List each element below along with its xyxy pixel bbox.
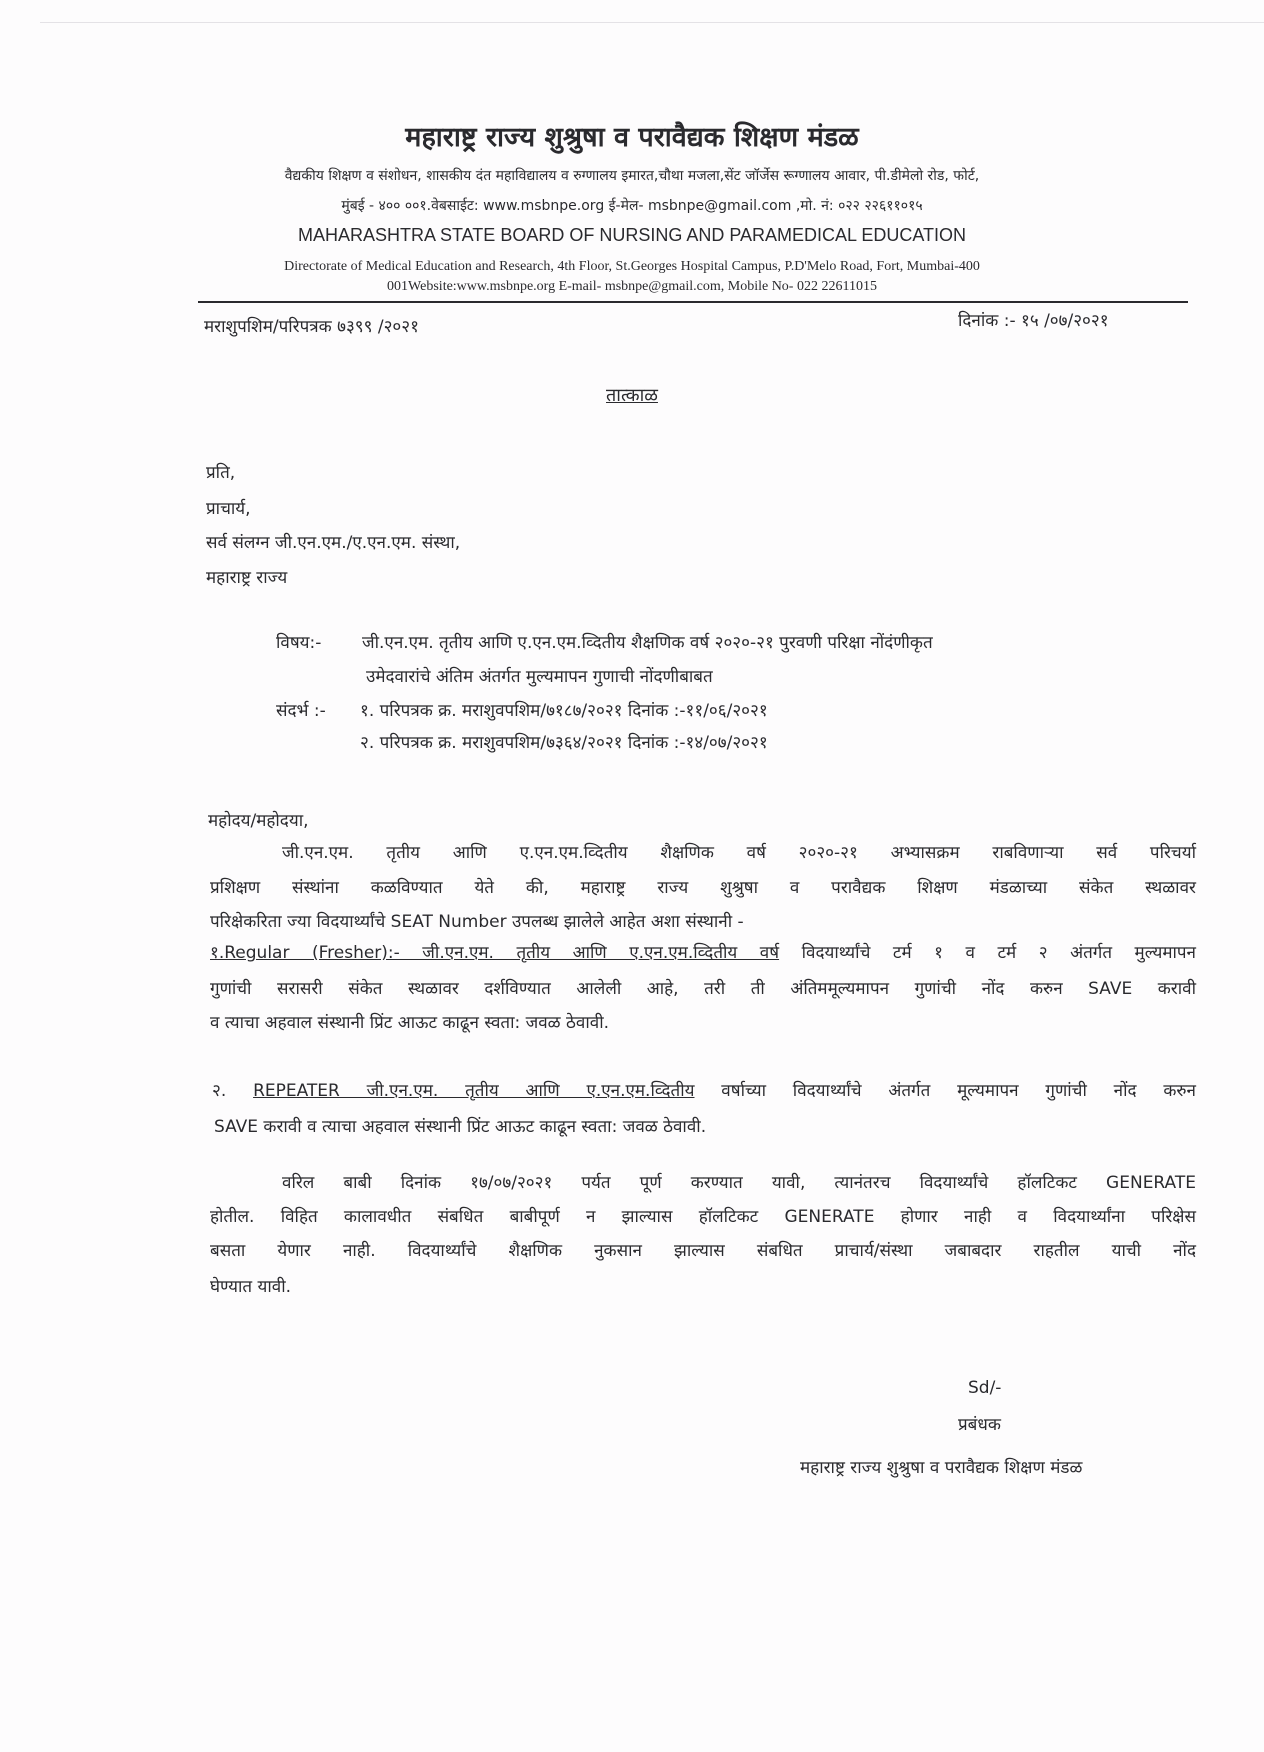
point-1-heading: १.Regular (Fresher):- जी.एन.एम. तृतीय आणि ए.एन.एम.व्दितीय वर्ष: [210, 943, 780, 963]
scan-edge: [40, 22, 1264, 23]
paragraph-line: परिक्षेकरिता ज्या विदयार्थ्यांचे SEAT Number उपलब्ध झालेले आहेत अशा संस्थानी -: [210, 912, 744, 932]
urgency-label: तात्काळ: [606, 385, 658, 406]
reference-item: १. परिपत्रक क्र. मराशुवपशिम/७१८७/२०२१ दिनांक :-११/०६/२०२१: [360, 701, 768, 721]
paragraph-line: गुणांची सरासरी संकेत स्थळावर दर्शविण्यात आलेली आहे, तरी ती अंतिममूल्यमापन गुणांची नोंद करुन SAVE करावी: [210, 979, 1196, 999]
paragraph-line: SAVE करावी व त्याचा अहवाल संस्थानी प्रिंट आऊट काढून स्वता: जवळ ठेवावी.: [214, 1117, 707, 1137]
point-2-heading: REPEATER जी.एन.एम. तृतीय आणि ए.एन.एम.व्दितीय: [253, 1081, 695, 1101]
addressee-line: प्राचार्य,: [206, 499, 251, 519]
signatory-organisation: महाराष्ट्र राज्य शुश्रुषा व परावैद्यक शिक्षण मंडळ: [800, 1458, 1083, 1478]
paragraph-line: व त्याचा अहवाल संस्थानी प्रिंट आऊट काढून स्वता: जवळ ठेवावी.: [210, 1013, 609, 1033]
address-english-line2: 001Website:www.msbnpe.org E-mail- msbnpe@gmail.com, Mobile No- 022 22611015: [387, 279, 877, 294]
addressee-line: सर्व संलग्न जी.एन.एम./ए.एन.एम. संस्था,: [206, 533, 461, 553]
paragraph-line: प्रशिक्षण संस्थांना कळविण्यात येते की, महाराष्ट्र राज्य शुश्रुषा व परावैद्यक शिक्षण मंडळाच्या संकेत स्थळावर: [210, 878, 1196, 898]
salutation: महोदय/महोदया,: [208, 811, 309, 831]
subject-line: उमेदवारांचे अंतिम अंतर्गत मुल्यमापन गुणाची नोंदणीबाबत: [366, 667, 713, 687]
signature-sd: Sd/-: [968, 1378, 1002, 1398]
paragraph-line: होतील. विहित कालावधीत संबधित बाबीपूर्ण न झाल्यास हॉलटिकट GENERATE होणार नाही व विदयार्थ्यांना परिक्षेस: [210, 1207, 1196, 1227]
point-2-line: [212, 1078, 1196, 1101]
point-1-text: विदयार्थ्यांचे टर्म १ व टर्म २ अंतर्गत मुल्यमापन: [779, 943, 1196, 963]
addressee-line: प्रति,: [206, 463, 236, 483]
paragraph-line: बसता येणार नाही. विदयार्थ्यांचे शैक्षणिक नुकसान झाल्यास संबधित प्राचार्य/संस्था जबाबदार राहतील याची नोंद: [210, 1241, 1196, 1261]
address-marathi-line1: वैद्यकीय शिक्षण व संशोधन, शासकीय दंत महाविद्यालय व रुग्णालय इमारत,चौथा मजला,सेंट जॉर्जेस रूग्णालय आवार, पी.डीमेलो रोड, फोर्ट,: [284, 168, 980, 184]
paragraph-line: घेण्यात यावी.: [210, 1277, 292, 1297]
paragraph-line: वरिल बाबी दिनांक १७/०७/२०२१ पर्यत पूर्ण करण्यात यावी, त्यानंतरच विदयार्थ्यांचे हॉलटिकट GENERATE: [282, 1173, 1196, 1193]
board-name-marathi: महाराष्ट्र राज्य शुश्रुषा व परावैद्यक शिक्षण मंडळ: [405, 122, 859, 153]
paragraph-line: जी.एन.एम. तृतीय आणि ए.एन.एम.व्दितीय शैक्षणिक वर्ष २०२०-२१ अभ्यासक्रम राबविणाऱ्या सर्व परिचर्या: [282, 843, 1196, 863]
circular-date: दिनांक :- १५ /०७/२०२१: [958, 311, 1109, 331]
reference-item: २. परिपत्रक क्र. मराशुवपशिम/७३६४/२०२१ दिनांक :-१४/०७/२०२१: [360, 733, 768, 753]
point-2-number: २.: [212, 1081, 254, 1101]
board-name-english: MAHARASHTRA STATE BOARD OF NURSING AND PARAMEDICAL EDUCATION: [297, 225, 967, 245]
address-english-line1: Directorate of Medical Education and Research, 4th Floor, St.Georges Hospital Campus, P.D'Melo Road, Fort, Mumbai-400: [284, 259, 980, 274]
references-label: संदर्भ :-: [276, 701, 326, 721]
address-marathi-line2: मुंबई - ४०० ००१.वेबसाईट: www.msbnpe.org ई-मेल- msbnpe@gmail.com ,मो. नं: ०२२ २२६११०१५: [341, 198, 923, 214]
subject-label: विषय:-: [276, 633, 322, 653]
circular-reference-number: मराशुपशिम/परिपत्रक ७३९९ /२०२१: [204, 317, 419, 337]
subject-line: जी.एन.एम. तृतीय आणि ए.एन.एम.व्दितीय शैक्षणिक वर्ष २०२०-२१ पुरवणी परिक्षा नोंदंणीकृत: [362, 633, 933, 653]
header-rule: [198, 301, 1188, 303]
point-1-line: [210, 940, 1196, 963]
addressee-line: महाराष्ट्र राज्य: [206, 568, 288, 588]
signatory-designation: प्रबंधक: [958, 1415, 1001, 1435]
point-2-text: वर्षाच्या विदयार्थ्यांचे अंतर्गत मूल्यमापन गुणांची नोंद करुन: [694, 1081, 1196, 1101]
